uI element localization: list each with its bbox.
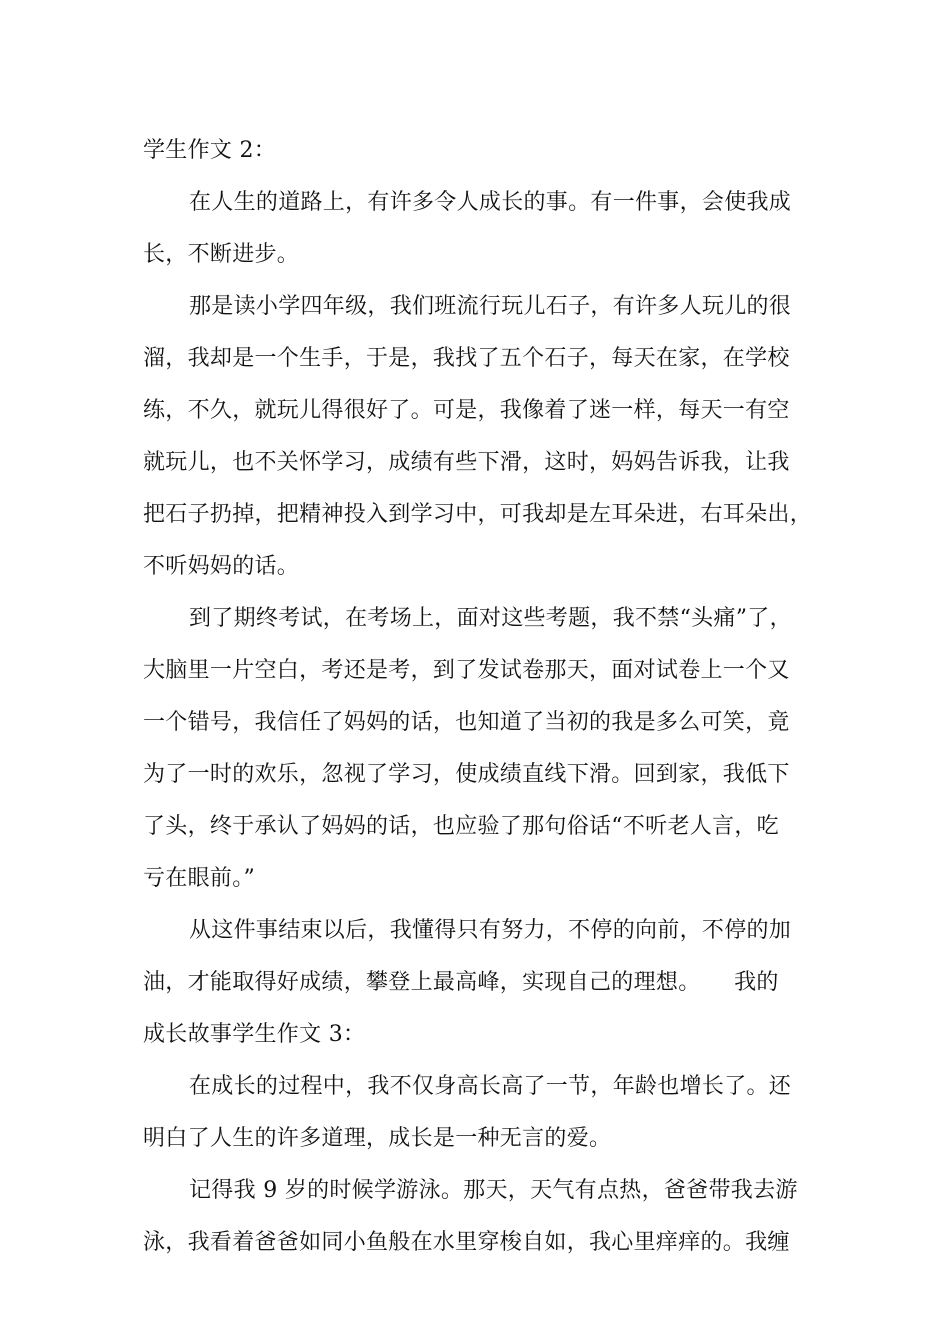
paragraph-line: 在成长的过程中，我不仅身高长高了一节，年龄也增长了。还: [189, 1074, 792, 1099]
essay-heading: 学生作文 2：: [143, 138, 277, 163]
paragraph-line: 大脑里一片空白，考还是考，到了发试卷那天，面对试卷上一个又: [143, 658, 790, 683]
paragraph-line: 记得我 9 岁的时候学游泳。那天，天气有点热，爸爸带我去游: [189, 1178, 798, 1203]
paragraph-line: 不听妈妈的话。: [143, 554, 300, 579]
paragraph-line: 为了一时的欢乐，忽视了学习，使成绩直线下滑。回到家，我低下: [143, 762, 790, 787]
paragraph-line: 练，不久，就玩儿得很好了。可是，我像着了迷一样，每天一有空: [143, 398, 790, 423]
paragraph-line: 长，不断进步。: [143, 242, 300, 267]
paragraph-line: 一个错号，我信任了妈妈的话，也知道了当初的我是多么可笑，竟: [143, 710, 790, 735]
paragraph-line: 把石子扔掉，把精神投入到学习中，可我却是左耳朵进，右耳朵出，: [143, 502, 813, 527]
essay-text: [143, 125, 823, 1269]
paragraph-line: 亏在眼前。”: [143, 866, 256, 891]
paragraph-line: 明白了人生的许多道理，成长是一种无言的爱。: [143, 1126, 612, 1151]
paragraph-line: 那是读小学四年级，我们班流行玩儿石子，有许多人玩儿的很: [189, 294, 792, 319]
paragraph-line: 了头，终于承认了妈妈的话，也应验了那句俗话“不听老人言，吃: [143, 814, 779, 839]
essay-heading: 成长故事学生作文 3：: [143, 1022, 366, 1047]
paragraph-line: 泳，我看着爸爸如同小鱼般在水里穿梭自如，我心里痒痒的。我缠: [143, 1230, 790, 1255]
paragraph-line: 就玩儿，也不关怀学习，成绩有些下滑，这时，妈妈告诉我，让我: [143, 450, 790, 475]
paragraph-line: 到了期终考试，在考场上，面对这些考题，我不禁“头痛”了，: [189, 606, 792, 631]
paragraph-line: 在人生的道路上，有许多令人成长的事。有一件事，会使我成: [189, 190, 792, 215]
paragraph-line: 溜，我却是一个生手，于是，我找了五个石子，每天在家，在学校: [143, 346, 790, 371]
paragraph-line: 油，才能取得好成绩，攀登上最高峰，实现自己的理想。 我的: [143, 970, 779, 995]
paragraph-line: 从这件事结束以后，我懂得只有努力，不停的向前，不停的加: [189, 918, 792, 943]
